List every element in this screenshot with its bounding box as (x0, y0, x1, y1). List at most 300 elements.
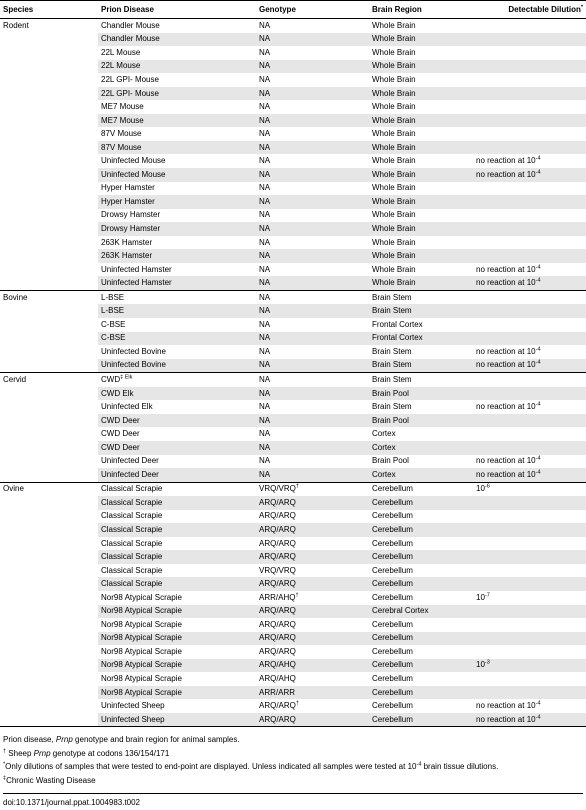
species-cell (0, 182, 98, 196)
species-cell (0, 427, 98, 441)
species-cell (0, 577, 98, 591)
species-cell (0, 168, 98, 182)
species-cell (0, 686, 98, 700)
detectable-dilution-cell (473, 141, 586, 155)
brain-region-cell: Brain Stem (372, 346, 412, 356)
prion-disease-cell: Classical Scrapie (101, 538, 163, 548)
table-row (0, 100, 586, 114)
table-row (0, 550, 586, 564)
genotype-cell: ARR/AHQ† (259, 592, 299, 602)
genotype-cell: NA (256, 359, 369, 373)
brain-region-cell: Cerebellum (369, 713, 473, 727)
detectable-dilution-cell (473, 100, 586, 114)
species-cell (0, 209, 98, 223)
detectable-dilution-cell (473, 195, 586, 209)
species-cell (0, 468, 98, 482)
species-cell (0, 672, 98, 686)
detectable-dilution-cell: $10^{-7}$ (476, 592, 490, 602)
species-cell (0, 550, 98, 564)
brain-region-cell: Cerebellum (369, 659, 473, 673)
table-row (0, 304, 586, 318)
brain-region-cell: Cerebellum (372, 538, 413, 548)
species-cell (0, 414, 98, 428)
prion-disease-cell: Uninfected Elk (101, 402, 153, 412)
species-cell (0, 400, 98, 414)
species-cell (0, 441, 98, 455)
table-row (0, 141, 586, 155)
species-cell (0, 645, 98, 659)
table-row (0, 182, 586, 196)
table-row (0, 713, 586, 727)
detectable-dilution-cell (473, 127, 586, 141)
species-cell (0, 141, 98, 155)
genotype-cell: NA (259, 156, 271, 166)
table-row (0, 659, 586, 673)
detectable-dilution-cell: no reaction at $10^{-4}$ (476, 700, 541, 711)
genotype-cell: NA (256, 33, 369, 47)
brain-region-cell: Cerebellum (369, 523, 473, 537)
brain-region-cell: Brain Pool (372, 456, 409, 466)
genotype-cell: ARQ/ARQ (256, 577, 369, 591)
species-cell (0, 263, 98, 277)
prion-disease-cell: Hyper Hamster (101, 183, 155, 193)
detectable-dilution-cell (473, 672, 586, 686)
species-cell (0, 318, 98, 332)
brain-region-cell: Whole Brain (369, 33, 473, 47)
detectable-dilution-cell (473, 182, 586, 196)
genotype-cell: ARQ/ARQ (256, 496, 369, 510)
prion-disease-cell: Uninfected Sheep (98, 713, 256, 727)
table-row (0, 618, 586, 632)
species-cell (0, 332, 98, 346)
header-row (0, 1, 586, 19)
detectable-dilution-cell (473, 33, 586, 47)
genotype-cell: NA (256, 414, 369, 428)
asterisk-note: *Only dilutions of samples that were tested to end-point are displayed. Unless indicated all samples were tested at $10^{-4}$ brain tissue dilutions. (3, 761, 499, 772)
brain-region-cell: Cerebellum (369, 496, 473, 510)
prion-disease-cell: Uninfected Mouse (101, 156, 166, 166)
brain-region-cell: Brain Stem (372, 402, 412, 412)
header-species: Species (0, 1, 98, 19)
species-cell (0, 605, 98, 619)
table-row (0, 645, 586, 659)
genotype-cell: NA (256, 373, 369, 387)
prion-disease-cell: 22L GPI- Mouse (101, 74, 159, 84)
brain-region-cell: Brain Stem (369, 359, 473, 373)
detectable-dilution-cell (473, 249, 586, 263)
genotype-cell: NA (256, 87, 369, 101)
brain-region-cell: Cerebellum (372, 592, 413, 602)
table-row (0, 290, 586, 304)
header-detectable-dilution: Detectable Dilution* (473, 1, 586, 19)
brain-region-cell: Brain Stem (369, 304, 473, 318)
prion-disease-cell: CWD Elk (98, 387, 256, 401)
brain-region-cell: Cortex (372, 429, 396, 439)
genotype-cell: NA (259, 74, 271, 84)
table-row (0, 373, 586, 387)
table-row (0, 154, 586, 168)
detectable-dilution-cell: no reaction at $10^{-4}$ (476, 155, 541, 166)
genotype-cell: NA (256, 387, 369, 401)
prion-disease-cell: Classical Scrapie (98, 496, 256, 510)
detectable-dilution-cell (473, 577, 586, 591)
genotype-cell: NA (256, 195, 369, 209)
brain-region-cell: Brain Pool (369, 387, 473, 401)
table-row (0, 564, 586, 578)
header-prion-disease: Prion Disease (98, 1, 256, 19)
detectable-dilution-cell: no reaction at $10^{-4}$ (476, 263, 541, 274)
species-cell (0, 345, 98, 359)
detectable-dilution-cell: no reaction at $10^{-4}$ (473, 276, 586, 290)
genotype-cell: ARQ/ARQ (256, 605, 369, 619)
species-cell (0, 537, 98, 551)
table-row (0, 523, 586, 537)
species-cell (0, 496, 98, 510)
table-row (0, 482, 586, 496)
prion-disease-cell: Nor98 Atypical Scrapie (101, 674, 182, 684)
detectable-dilution-cell (473, 441, 586, 455)
detectable-dilution-cell (473, 510, 586, 524)
species-cell: Bovine (0, 290, 98, 304)
brain-region-cell: Whole Brain (369, 168, 473, 182)
detectable-dilution-cell (473, 373, 586, 387)
species-cell (0, 154, 98, 168)
genotype-cell: NA (256, 276, 369, 290)
table-row (0, 441, 586, 455)
table-row (0, 387, 586, 401)
detectable-dilution-cell: $10^{-6}$ (473, 482, 586, 496)
prion-disease-cell: Classical Scrapie (101, 511, 163, 521)
prion-disease-cell: 263K Hamster (98, 249, 256, 263)
detectable-dilution-cell (473, 686, 586, 700)
genotype-cell: VRQ/VRQ (259, 565, 296, 575)
caption-note: Prion disease, Prnp genotype and brain region for animal samples. (3, 735, 240, 745)
brain-region-cell: Whole Brain (372, 47, 416, 57)
brain-region-cell: Cortex (369, 441, 473, 455)
prion-disease-cell: Uninfected Deer (101, 456, 159, 466)
table-row (0, 537, 586, 551)
detectable-dilution-cell (473, 332, 586, 346)
detectable-dilution-cell (473, 523, 586, 537)
genotype-cell: NA (256, 168, 369, 182)
table-row (0, 33, 586, 47)
brain-region-cell: Whole Brain (369, 114, 473, 128)
prion-disease-cell: Nor98 Atypical Scrapie (98, 632, 256, 646)
detectable-dilution-cell (473, 427, 586, 441)
prion-disease-cell: Nor98 Atypical Scrapie (101, 619, 182, 629)
species-cell (0, 387, 98, 401)
species-cell (0, 591, 98, 605)
prion-disease-cell: Uninfected Deer (98, 468, 256, 482)
species-cell (0, 304, 98, 318)
brain-region-cell: Whole Brain (372, 129, 416, 139)
table-row (0, 686, 586, 700)
header-genotype: Genotype (256, 1, 369, 19)
detectable-dilution-cell (473, 645, 586, 659)
species-cell (0, 33, 98, 47)
brain-region-cell: Whole Brain (369, 141, 473, 155)
table-row (0, 222, 586, 236)
brain-region-cell: Cerebellum (369, 686, 473, 700)
prion-disease-cell: Drowsy Hamster (101, 210, 161, 220)
table-row (0, 591, 586, 605)
species-cell: Cervid (0, 373, 98, 387)
genotype-cell: ARQ/ARQ† (259, 700, 299, 711)
genotype-cell: VRQ/VRQ† (256, 482, 369, 496)
genotype-cell: ARQ/ARQ (256, 550, 369, 564)
prion-disease-cell: Chandler Mouse (101, 20, 160, 30)
prion-disease-cell: Classical Scrapie (101, 565, 163, 575)
prion-disease-cell: Nor98 Atypical Scrapie (98, 605, 256, 619)
prion-disease-cell: Nor98 Atypical Scrapie (98, 659, 256, 673)
brain-region-cell: Frontal Cortex (372, 319, 423, 329)
genotype-cell: NA (259, 346, 271, 356)
prion-disease-cell: Hyper Hamster (98, 195, 256, 209)
species-cell (0, 249, 98, 263)
brain-region-cell: Whole Brain (369, 195, 473, 209)
table-row (0, 632, 586, 646)
table-row (0, 496, 586, 510)
detectable-dilution-cell (473, 222, 586, 236)
prion-disease-cell: ME7 Mouse (101, 102, 144, 112)
species-cell (0, 195, 98, 209)
species-cell (0, 100, 98, 114)
prion-disease-cell: ME7 Mouse (98, 114, 256, 128)
detectable-dilution-cell (473, 537, 586, 551)
header-brain-region: Brain Region (369, 1, 473, 19)
table-row (0, 605, 586, 619)
prion-disease-cell: CWD Deer (98, 414, 256, 428)
brain-region-cell: Whole Brain (369, 249, 473, 263)
detectable-dilution-cell (473, 550, 586, 564)
prion-disease-cell: 22L Mouse (98, 60, 256, 74)
prion-disease-cell: 263K Hamster (101, 237, 153, 247)
genotype-cell: ARQ/AHQ (259, 674, 296, 684)
genotype-cell: NA (259, 47, 271, 57)
species-cell: Ovine (0, 482, 98, 496)
table-body (0, 19, 586, 727)
genotype-cell: NA (256, 468, 369, 482)
prion-disease-cell: Uninfected Hamster (101, 264, 172, 274)
genotype-cell: ARR/ARR (256, 686, 369, 700)
prion-disease-cell: C-BSE (98, 332, 256, 346)
genotype-cell: NA (259, 319, 271, 329)
brain-region-cell: Whole Brain (372, 183, 416, 193)
genotype-cell: ARQ/ARQ (259, 538, 296, 548)
brain-region-cell: Brain Stem (369, 290, 473, 304)
brain-region-cell: Cerebellum (372, 646, 413, 656)
genotype-cell: NA (259, 237, 271, 247)
species-cell (0, 564, 98, 578)
prion-disease-cell: Uninfected Mouse (98, 168, 256, 182)
genotype-cell: NA (256, 141, 369, 155)
detectable-dilution-cell (473, 114, 586, 128)
detectable-dilution-cell (473, 496, 586, 510)
detectable-dilution-cell: $10^{-3}$ (473, 659, 586, 673)
table-row (0, 168, 586, 182)
species-cell (0, 46, 98, 60)
detectable-dilution-cell: no reaction at $10^{-4}$ (476, 455, 541, 466)
species-cell: Rodent (3, 20, 29, 30)
detectable-dilution-cell: no reaction at $10^{-4}$ (473, 468, 586, 482)
prion-disease-cell: Classical Scrapie (98, 550, 256, 564)
prion-disease-cell: L-BSE (98, 304, 256, 318)
genotype-cell: ARQ/ARQ (256, 632, 369, 646)
table-row (0, 427, 586, 441)
table-row (0, 510, 586, 524)
table-footnotes (0, 727, 586, 810)
prion-disease-cell: 22L Mouse (101, 47, 141, 57)
table-row (0, 318, 586, 332)
detectable-dilution-cell (473, 318, 586, 332)
species-cell (0, 713, 98, 727)
table-row (0, 699, 586, 713)
brain-region-cell: Whole Brain (372, 102, 416, 112)
prion-disease-cell: Nor98 Atypical Scrapie (101, 592, 182, 602)
dagger-note: † Sheep Prnp genotype at codons 136/154/171 (3, 748, 170, 758)
table-row (0, 19, 586, 33)
prion-disease-cell: Classical Scrapie (98, 482, 256, 496)
table-row (0, 195, 586, 209)
species-cell (0, 222, 98, 236)
genotype-cell: ARQ/ARQ (256, 713, 369, 727)
genotype-cell: NA (256, 222, 369, 236)
species-cell (0, 632, 98, 646)
genotype-cell: NA (256, 249, 369, 263)
prion-disease-cell: 22L GPI- Mouse (98, 87, 256, 101)
table-row (0, 263, 586, 277)
table-row (0, 60, 586, 74)
genotype-cell: NA (256, 332, 369, 346)
double-dagger-note: ‡Chronic Wasting Disease (3, 775, 96, 785)
brain-region-cell: Whole Brain (369, 276, 473, 290)
species-cell (0, 510, 98, 524)
genotype-cell: ARQ/ARQ (256, 523, 369, 537)
species-cell (0, 60, 98, 74)
detectable-dilution-cell (473, 304, 586, 318)
detectable-dilution-cell (473, 236, 586, 250)
brain-region-cell: Whole Brain (372, 20, 416, 30)
table-row (0, 400, 586, 414)
table-row (0, 209, 586, 223)
table-row (0, 455, 586, 469)
genotype-cell: ARQ/ARQ (259, 646, 296, 656)
prion-disease-cell: Classical Scrapie (98, 523, 256, 537)
prion-disease-cell: L-BSE (98, 290, 256, 304)
detectable-dilution-cell (473, 387, 586, 401)
species-cell (0, 699, 98, 713)
genotype-cell: NA (256, 114, 369, 128)
species-cell (0, 276, 98, 290)
detectable-dilution-cell (473, 290, 586, 304)
genotype-cell: NA (259, 210, 271, 220)
species-cell (0, 127, 98, 141)
brain-region-cell: Whole Brain (372, 210, 416, 220)
table-row (0, 276, 586, 290)
prion-disease-cell: 87V Mouse (98, 141, 256, 155)
prion-disease-cell: Nor98 Atypical Scrapie (101, 646, 182, 656)
table-row (0, 73, 586, 87)
species-cell (0, 659, 98, 673)
prion-disease-cell: Chandler Mouse (98, 33, 256, 47)
genotype-cell: NA (259, 20, 271, 30)
species-cell (0, 236, 98, 250)
brain-region-cell: Whole Brain (369, 60, 473, 74)
brain-region-cell: Frontal Cortex (369, 332, 473, 346)
brain-region-cell: Brain Pool (369, 414, 473, 428)
table-row (0, 87, 586, 101)
prion-disease-cell: Uninfected Bovine (98, 359, 256, 373)
table-row (0, 359, 586, 373)
brain-region-cell: Whole Brain (372, 156, 416, 166)
genotype-cell: NA (259, 456, 271, 466)
species-cell (0, 114, 98, 128)
detectable-dilution-cell (473, 618, 586, 632)
species-cell (0, 455, 98, 469)
prion-disease-cell: C-BSE (101, 319, 126, 329)
detectable-dilution-cell (473, 564, 586, 578)
detectable-dilution-cell (473, 73, 586, 87)
brain-region-cell: Cerebellum (372, 674, 413, 684)
genotype-cell: NA (259, 129, 271, 139)
genotype-cell: NA (259, 183, 271, 193)
brain-region-cell: Whole Brain (369, 222, 473, 236)
brain-region-cell: Cerebral Cortex (369, 605, 473, 619)
genotype-cell: NA (259, 102, 271, 112)
genotype-cell: NA (256, 441, 369, 455)
brain-region-cell: Cortex (369, 468, 473, 482)
genotype-cell: ARQ/ARQ (259, 511, 296, 521)
doi-line: doi:10.1371/journal.ppat.1004983.t002 (3, 793, 583, 810)
species-cell (0, 73, 98, 87)
detectable-dilution-cell: no reaction at $10^{-4}$ (476, 346, 541, 356)
brain-region-cell: Cerebellum (369, 577, 473, 591)
species-cell (0, 87, 98, 101)
detectable-dilution-cell: no reaction at $10^{-4}$ (473, 713, 586, 727)
prion-disease-cell: Uninfected Hamster (98, 276, 256, 290)
genotype-cell: NA (259, 429, 271, 439)
prion-disease-cell: $CWD^{\ddagger Elk}$ (98, 373, 256, 387)
detectable-dilution-cell: no reaction at $10^{-4}$ (476, 401, 541, 412)
brain-region-cell: Cerebellum (372, 565, 413, 575)
genotype-cell: NA (256, 290, 369, 304)
brain-region-cell: Whole Brain (372, 264, 416, 274)
species-cell (0, 523, 98, 537)
table-row (0, 127, 586, 141)
brain-region-cell: Cerebellum (372, 619, 413, 629)
prion-disease-cell: Drowsy Hamster (98, 222, 256, 236)
brain-region-cell: Whole Brain (369, 87, 473, 101)
genotype-cell: NA (259, 402, 271, 412)
brain-region-cell: Brain Stem (369, 373, 473, 387)
table-row (0, 332, 586, 346)
table-row (0, 414, 586, 428)
brain-region-cell: Whole Brain (372, 74, 416, 84)
genotype-cell: ARQ/ARQ (259, 619, 296, 629)
brain-region-cell: Cerebellum (372, 511, 413, 521)
species-cell (0, 359, 98, 373)
detectable-dilution-cell (473, 605, 586, 619)
table-row (0, 249, 586, 263)
prion-disease-cell: Nor98 Atypical Scrapie (98, 686, 256, 700)
brain-region-cell: Cerebellum (372, 701, 413, 711)
table-row (0, 236, 586, 250)
detectable-dilution-cell (473, 414, 586, 428)
table-row (0, 46, 586, 60)
genotype-cell: NA (259, 264, 271, 274)
detectable-dilution-cell: no reaction at $10^{-4}$ (473, 359, 586, 373)
table-row (0, 577, 586, 591)
